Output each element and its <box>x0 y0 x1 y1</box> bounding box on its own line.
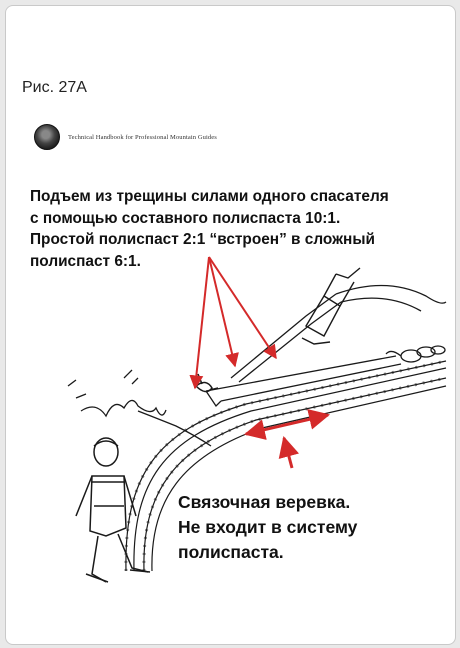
pulley-lines <box>206 285 446 406</box>
note-line-2: Не входит в систему <box>178 517 358 537</box>
anchor-cluster <box>386 346 445 362</box>
note-line-1: Связочная веревка. <box>178 492 351 512</box>
crevasse-edge <box>68 370 211 446</box>
knot <box>196 374 218 392</box>
climber-in-crevasse <box>76 438 150 582</box>
caption-line-1: Подъем из трещины силами одного спасателя <box>30 188 389 205</box>
handbook-title: Technical Handbook for Professional Mountain Guides <box>68 133 217 141</box>
rope-note <box>178 490 418 565</box>
red-double-arrow <box>246 415 328 468</box>
red-pointers <box>195 257 276 388</box>
caption-line-2: с помощью составного полиспаста 10:1. <box>30 209 341 227</box>
document-page <box>5 5 456 645</box>
note-line-3: полиспаста. <box>178 542 284 562</box>
caption-line-3: Простой полиспаст 2:1 “встроен” в сложный <box>30 231 375 248</box>
rescuer-top <box>302 268 360 344</box>
figure-label: Рис. 27А <box>22 79 87 96</box>
caption-line-4: полиспаст 6:1. <box>30 252 141 270</box>
